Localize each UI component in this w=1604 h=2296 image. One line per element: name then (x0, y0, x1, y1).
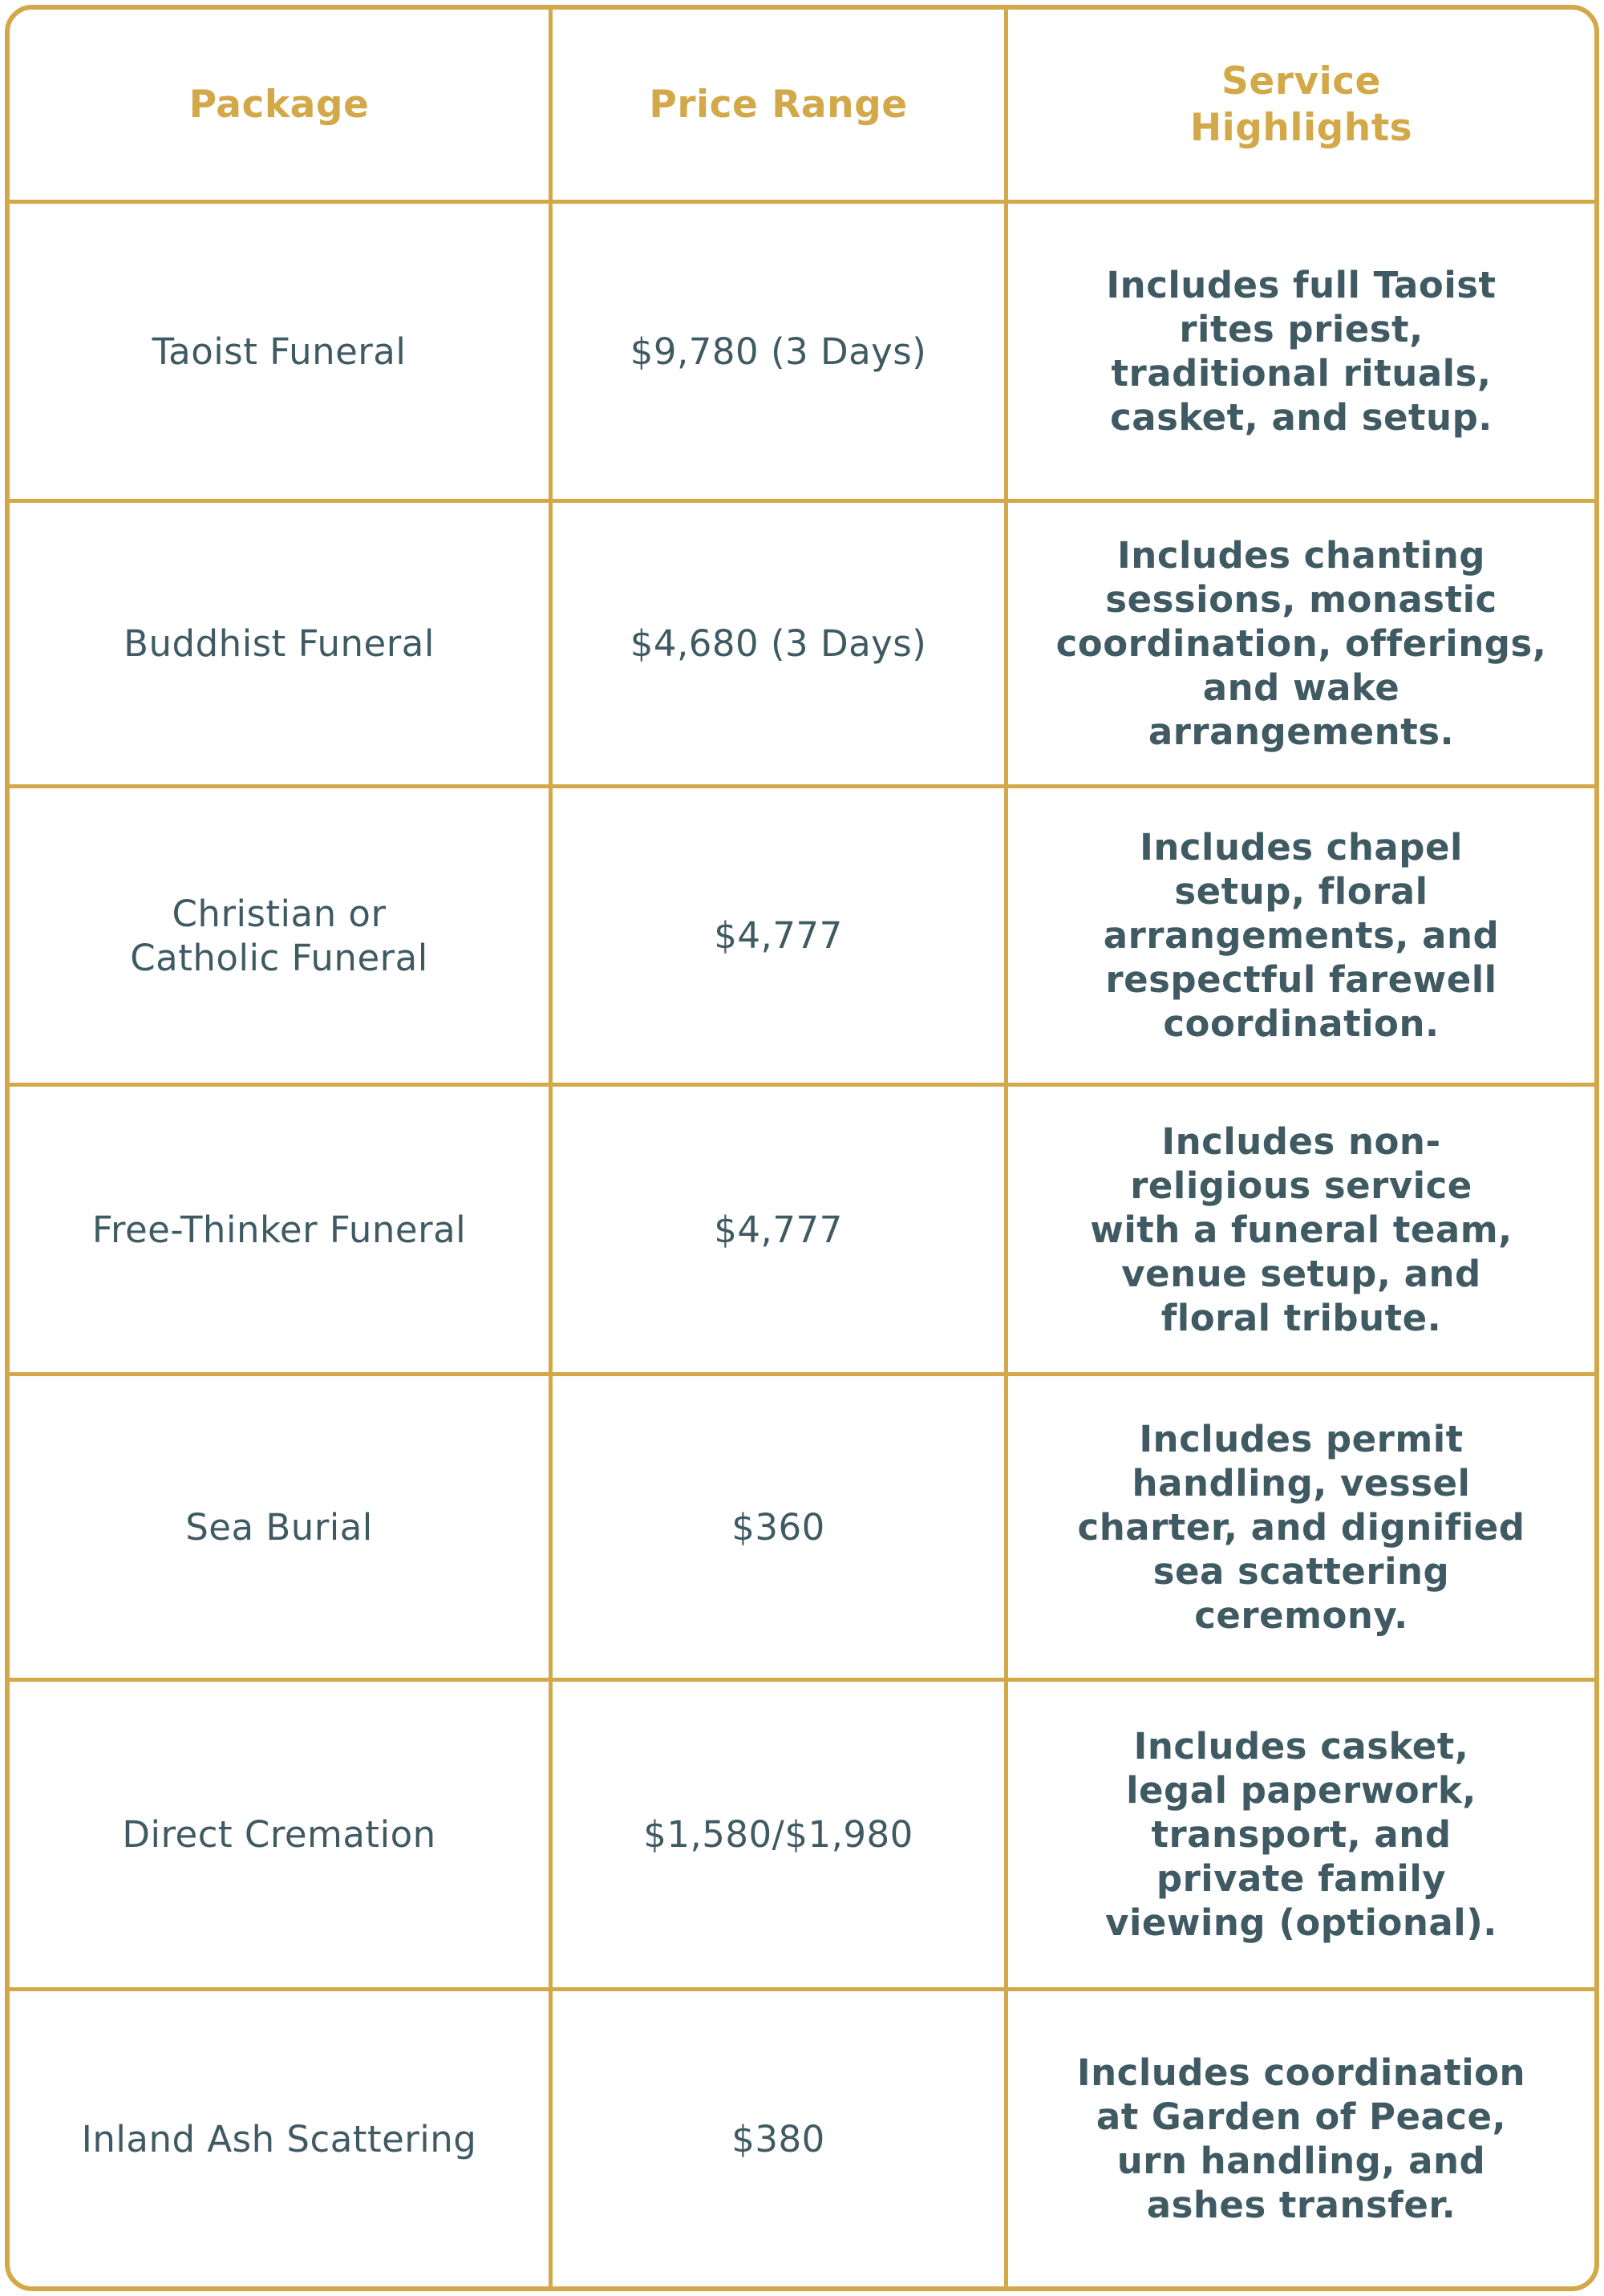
package-price: $1,580/$1,980 (643, 1813, 913, 1856)
table-row-6-package (10, 1682, 553, 1991)
table-row-1-highlights (1008, 204, 1594, 503)
table-row-3-package (10, 788, 553, 1087)
table-row-5-price (553, 1376, 1008, 1682)
table-row-2-package (10, 503, 553, 788)
table-row-7-highlights (1008, 1991, 1594, 2286)
table-row-2-price (553, 503, 1008, 788)
package-price: $4,680 (3 Days) (630, 622, 927, 665)
package-name: Inland Ash Scattering (81, 2117, 477, 2160)
table-row-4-highlights (1008, 1087, 1594, 1376)
package-price: $380 (731, 2117, 825, 2160)
table-row-2-highlights (1008, 503, 1594, 788)
package-price: $360 (731, 1505, 825, 1549)
header-price-range-label: Price Range (649, 82, 908, 127)
package-price: $4,777 (714, 914, 843, 957)
package-name: Free-Thinker Funeral (91, 1208, 467, 1251)
table-row-7-price (553, 1991, 1008, 2286)
package-highlights: Includes casket, legal paperwork, transport, and private family viewing (optional). (1105, 1725, 1497, 1944)
package-highlights: Includes full Taoist rites priest, traditional rituals, casket, and setup. (1106, 264, 1497, 439)
header-package-label: Package (188, 82, 370, 127)
package-name: Direct Cremation (122, 1813, 436, 1856)
table-row-1-package (10, 204, 553, 503)
header-price-range (553, 10, 1008, 204)
header-service-highlights-label: Service Highlights (1189, 59, 1413, 150)
table-row-6-price (553, 1682, 1008, 1991)
table-row-3-highlights (1008, 788, 1594, 1087)
header-package (10, 10, 553, 204)
header-service-highlights (1008, 10, 1594, 204)
package-price: $9,780 (3 Days) (630, 330, 927, 373)
package-highlights: Includes permit handling, vessel charter, and dignified sea scattering ceremony. (1077, 1417, 1525, 1637)
table-row-3-price (553, 788, 1008, 1087)
table-row-4-package (10, 1087, 553, 1376)
package-highlights: Includes coordination at Garden of Peace, urn handling, and ashes transfer. (1076, 2051, 1526, 2226)
table-row-1-price (553, 204, 1008, 503)
table-row-6-highlights (1008, 1682, 1594, 1991)
package-highlights: Includes chanting sessions, monastic coordination, offerings, and wake arrangements. (1055, 534, 1547, 753)
package-highlights: Includes chapel setup, floral arrangements, and respectful farewell coordination. (1103, 826, 1500, 1045)
package-name: Christian or Catholic Funeral (130, 892, 428, 979)
package-highlights: Includes non-religious service with a funeral team, venue setup, and floral tribute. (1090, 1120, 1513, 1339)
funeral-packages-table (5, 5, 1599, 2291)
table-grid (10, 10, 1594, 2286)
table-row-7-package (10, 1991, 553, 2286)
package-name: Taoist Funeral (152, 330, 407, 373)
package-price: $4,777 (714, 1208, 843, 1251)
table-row-5-package (10, 1376, 553, 1682)
table-row-4-price (553, 1087, 1008, 1376)
table-row-5-highlights (1008, 1376, 1594, 1682)
package-name: Buddhist Funeral (124, 622, 435, 665)
package-name: Sea Burial (185, 1505, 373, 1549)
